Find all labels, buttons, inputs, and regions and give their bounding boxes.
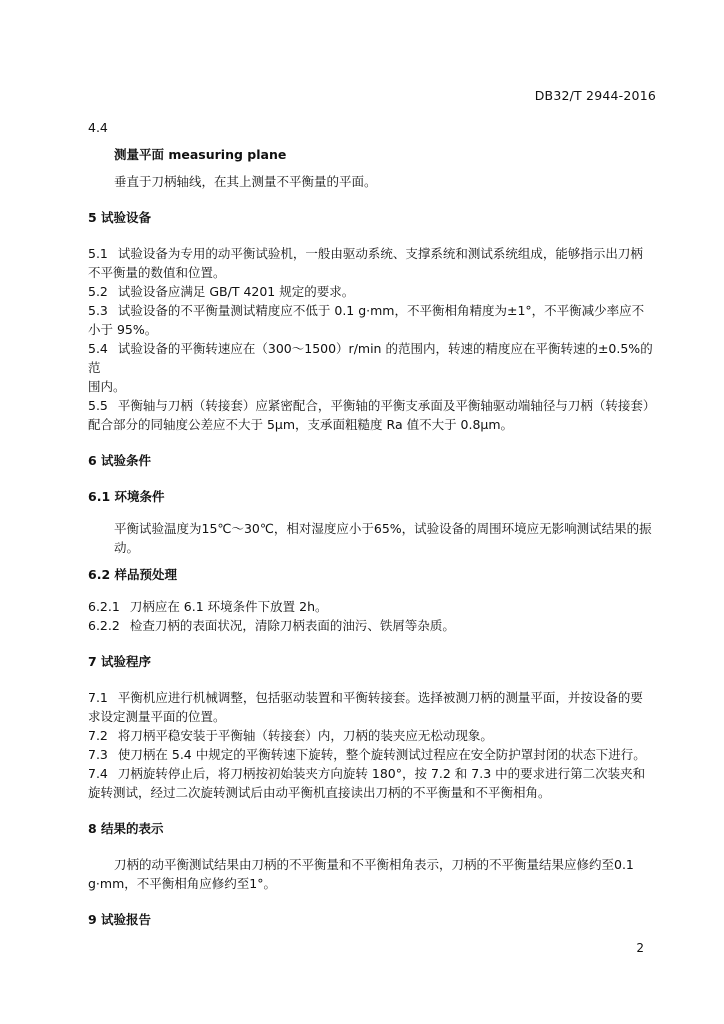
clause-6-2-1: 6.2.1 刀柄应在 6.1 环境条件下放置 2h。 — [88, 599, 328, 614]
section-7-items — [88, 688, 658, 802]
term-definition: 垂直于刀柄轴线，在其上测量不平衡量的平面。 — [114, 174, 377, 189]
clause-5-1-cont: 不平衡量的数值和位置。 — [88, 265, 226, 280]
clause-5-1: 5.1 试验设备为专用的动平衡试验机，一般由驱动系统、支撑系统和测试系统组成，能够指示出刀柄 — [88, 246, 643, 261]
clause-5-5: 5.5 平衡轴与刀柄（转接套）应紧密配合，平衡轴的平衡支承面及平衡轴驱动端轴径与刀柄（转接套） — [88, 398, 656, 413]
section-6-1-text: 平衡试验温度为15℃～30℃，相对湿度应小于65%，试验设备的周围环境应无影响测试结果的振动。 — [114, 521, 652, 555]
section-5-title: 5 试验设备 — [88, 210, 152, 225]
section-8-text-cont: g·mm，不平衡相角应修约至1°。 — [88, 876, 276, 891]
clause-7-2: 7.2 将刀柄平稳安装于平衡轴（转接套）内，刀柄的装夹应无松动现象。 — [88, 728, 493, 743]
document-body — [88, 118, 658, 929]
section-8-text: 刀柄的动平衡测试结果由刀柄的不平衡量和不平衡相角表示，刀柄的不平衡量结果应修约至0.1 — [114, 857, 634, 872]
section-5-items — [88, 244, 658, 434]
term-title: 测量平面 measuring plane — [114, 147, 287, 162]
clause-5-4-cont: 围内。 — [88, 379, 126, 394]
section-9-title: 9 试验报告 — [88, 912, 152, 927]
standard-code: DB32/T 2944-2016 — [534, 88, 656, 103]
clause-7-1: 7.1 平衡机应进行机械调整，包括驱动装置和平衡转接套。选择被测刀柄的测量平面，并按设备的要 — [88, 690, 643, 705]
clause-5-4: 5.4 试验设备的平衡转速应在（300～1500）r/min 的范围内，转速的精度应在平衡转速的±0.5%的范 — [88, 341, 653, 375]
clause-5-5-cont: 配合部分的同轴度公差应不大于 5μm，支承面粗糙度 Ra 值不大于 0.8μm。 — [88, 417, 514, 432]
section-7-title: 7 试验程序 — [88, 654, 152, 669]
clause-6-2-2: 6.2.2 检查刀柄的表面状况，清除刀柄表面的油污、铁屑等杂质。 — [88, 618, 455, 633]
clause-4-4-number: 4.4 — [88, 120, 108, 135]
clause-5-3: 5.3 试验设备的不平衡量测试精度应不低于 0.1 g·mm，不平衡相角精度为±1°，不平衡减少率应不 — [88, 303, 645, 318]
section-6-2-title: 6.2 样品预处理 — [88, 567, 177, 582]
section-6-1-title: 6.1 环境条件 — [88, 489, 165, 504]
clause-7-4: 7.4 刀柄旋转停止后，将刀柄按初始装夹方向旋转 180°，按 7.2 和 7.3 中的要求进行第二次装夹和 — [88, 766, 646, 781]
clause-7-1-cont: 求设定测量平面的位置。 — [88, 709, 226, 724]
clause-5-2: 5.2 试验设备应满足 GB/T 4201 规定的要求。 — [88, 284, 355, 299]
section-8-title: 8 结果的表示 — [88, 821, 164, 836]
clause-5-3-cont: 小于 95%。 — [88, 322, 158, 337]
page-number: 2 — [636, 941, 644, 955]
section-6-title: 6 试验条件 — [88, 453, 152, 468]
clause-7-3: 7.3 使刀柄在 5.4 中规定的平衡转速下旋转，整个旋转测试过程应在安全防护罩封闭的状态下进行。 — [88, 747, 646, 762]
clause-7-4-cont: 旋转测试，经过二次旋转测试后由动平衡机直接读出刀柄的不平衡量和不平衡相角。 — [88, 785, 551, 800]
